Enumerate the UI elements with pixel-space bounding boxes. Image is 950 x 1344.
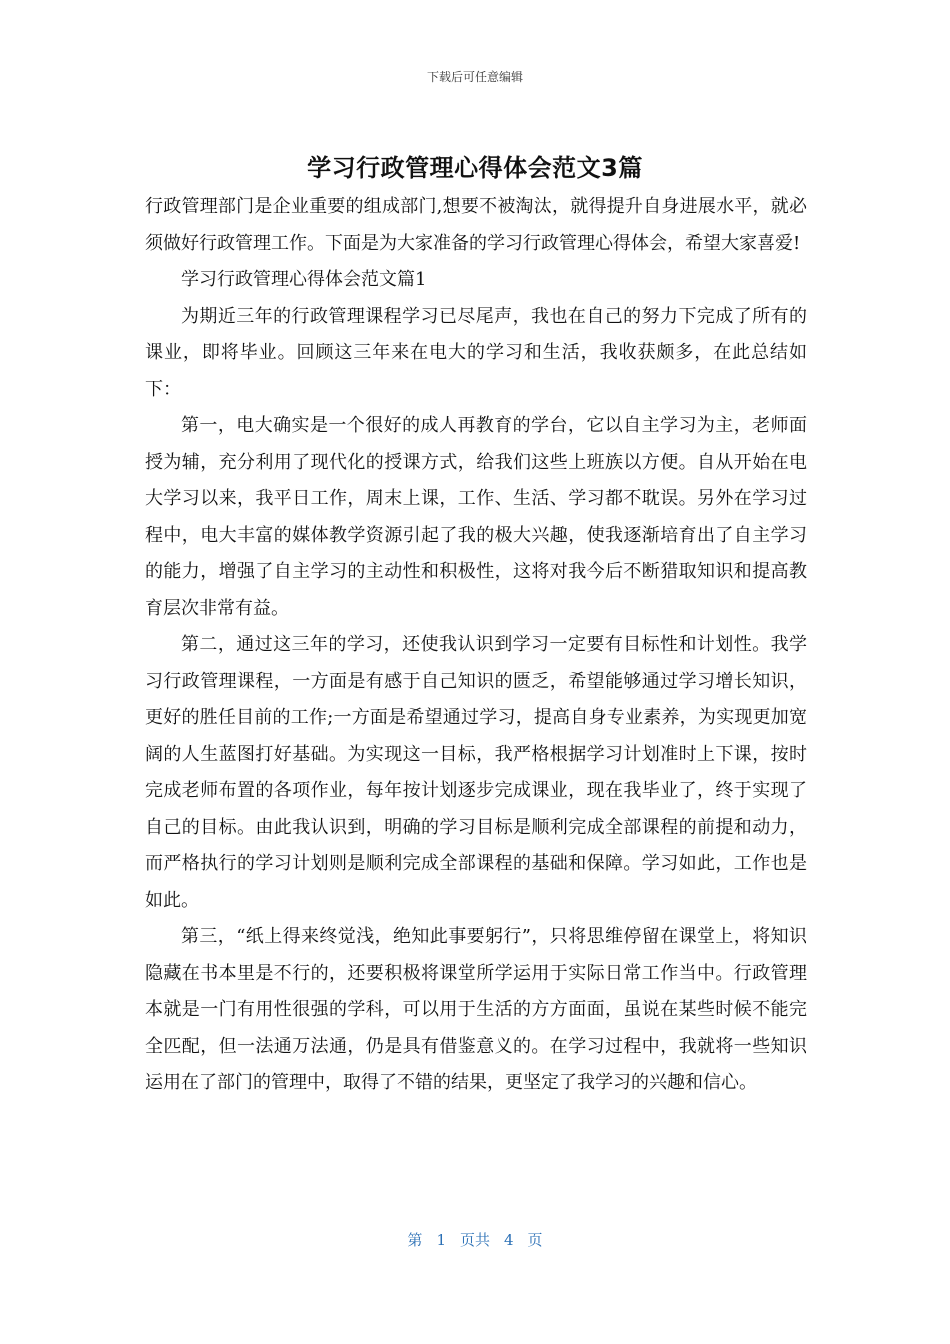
section-heading: 学习行政管理心得体会范文篇1 [181, 269, 427, 290]
body-paragraph-3: 第二，通过这三年的学习，还使我认识到学习一定要有目标性和计划性。我学习行政管理课程，一方面是有感于自己知识的匮乏，希望能够通过学习增长知识，更好的胜任目前的工作;一方面是希望通过学习，提高自身专业素养，为实现更加宽阔的人生蓝图打好基础。为实现这一目标，我严格根据学习计划准时上下课，按时完成老师布置的各项作业，每年按计划逐步完成课业，现在我毕业了，终于实现了自己的目标。由此我认识到，明确的学习目标是顺利完成全部课程的前提和动力，而严格执行的学习计划则是顺利完成全部课程的基础和保障。学习如此，工作也是如此。 [145, 634, 807, 911]
body-paragraph-4: 第三，“纸上得来终觉浅，绝知此事要躬行”，只将思维停留在课堂上，将知识隐藏在书本里是不行的，还要积极将课堂所学运用于实际日常工作当中。行政管理本就是一门有用性很强的学科，可以用于生活的方方面面，虽说在某些时候不能完全匹配，但一法通万法通，仍是具有借鉴意义的。在学习过程中，我就将一些知识运用在了部门的管理中，取得了不错的结果，更坚定了我学习的兴趣和信心。 [145, 926, 807, 1093]
footer-current-page: 1 [436, 1231, 446, 1249]
footer-total-pages: 4 [504, 1231, 514, 1249]
page-footer [0, 1229, 950, 1250]
intro-paragraph: 行政管理部门是企业重要的组成部门,想要不被淘汰，就得提升自身进展水平，就必须做好行政管理工作。下面是为大家准备的学习行政管理心得体会，希望大家喜爱! [145, 196, 807, 254]
document-title: 学习行政管理心得体会范文3篇 [307, 154, 643, 182]
footer-suffix: 页 [527, 1231, 543, 1249]
header-note: 下载后可任意编辑 [426, 70, 523, 84]
document-body [145, 189, 807, 1102]
body-paragraph-1: 为期近三年的行政管理课程学习已尽尾声，我也在自己的努力下完成了所有的课业，即将毕业。回顾这三年来在电大的学习和生活，我收获颇多，在此总结如下： [145, 305, 807, 400]
footer-middle: 页共 [459, 1231, 490, 1249]
footer-prefix: 第 [407, 1231, 423, 1249]
body-paragraph-2: 第一，电大确实是一个很好的成人再教育的学台，它以自主学习为主，老师面授为辅，充分利用了现代化的授课方式，给我们这些上班族以方便。自从开始在电大学习以来，我平日工作，周末上课，工作、生活、学习都不耽误。另外在学习过程中，电大丰富的媒体教学资源引起了我的极大兴趣，使我逐渐培育出了自主学习的能力，增强了自主学习的主动性和积极性，这将对我今后不断猎取知识和提高教育层次非常有益。 [145, 415, 807, 619]
